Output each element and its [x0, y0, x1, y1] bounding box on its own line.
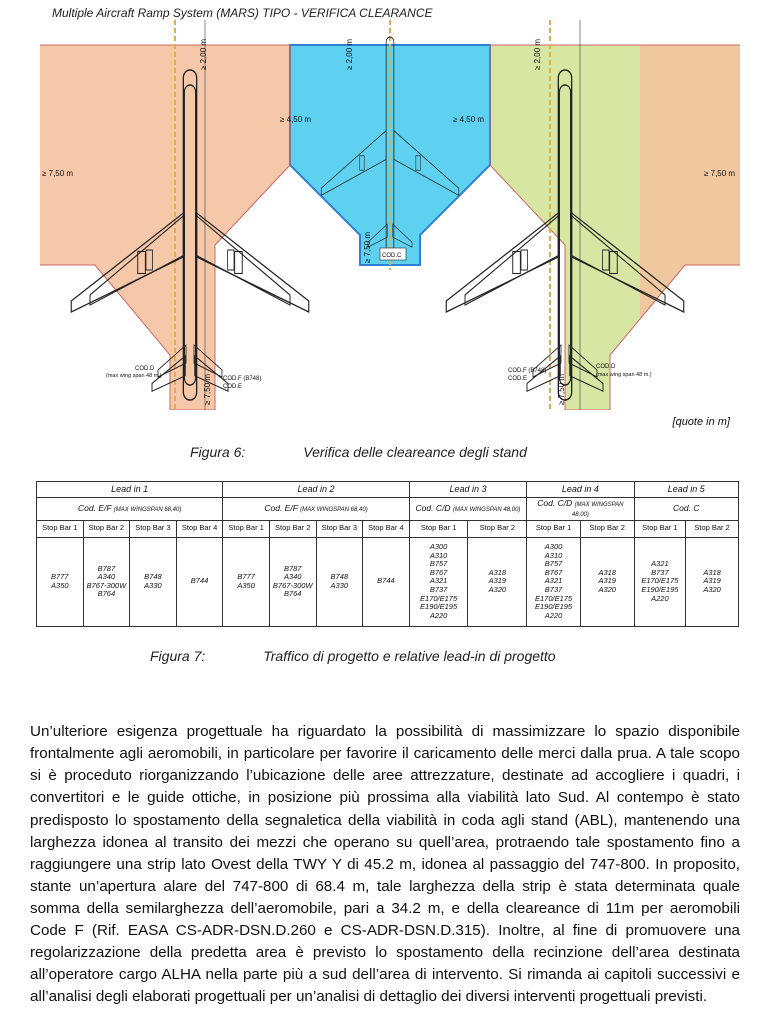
- dim-side-right: ≥ 7,50 m: [704, 169, 736, 178]
- dim-bottom-left: ≥ 7,50 m: [203, 373, 212, 405]
- aircraft-cell: A318 A319 A320: [580, 537, 634, 626]
- dim-top-center: ≥ 2,00 m: [345, 38, 354, 70]
- aircraft-cell: B748 A330: [130, 537, 177, 626]
- figure6-number: Figura 6:: [190, 444, 246, 460]
- figure7-text: Traffico di progetto e relative lead-in di progetto: [263, 648, 556, 664]
- lead-in-header: Lead in 5: [634, 482, 738, 498]
- lead-in-table: [36, 481, 739, 627]
- code-header: Cod. E/F (MAX WINGSPAN 68,40): [37, 498, 223, 521]
- stop-bar-header: Stop Bar 2: [468, 520, 527, 537]
- label-cod-d-left: COD.D: [135, 366, 155, 372]
- stop-bar-header: Stop Bar 4: [363, 520, 410, 537]
- lead-in-header: Lead in 1: [37, 482, 223, 498]
- dim-mid-right: ≥ 4,50 m: [453, 115, 485, 124]
- lead-in-header: Lead in 3: [409, 482, 526, 498]
- dim-mid-left: ≥ 4,50 m: [280, 115, 312, 124]
- stop-bar-header: Stop Bar 1: [223, 520, 270, 537]
- aircraft-cell: A318 A319 A320: [686, 537, 739, 626]
- quote-note: [quote in m]: [672, 416, 730, 428]
- lead-in-header: Lead in 4: [527, 482, 634, 498]
- code-header: Cod. C/D (MAX WINGSPAN 48,00): [527, 498, 634, 521]
- stop-bar-header: Stop Bar 1: [37, 520, 84, 537]
- stop-bar-header: Stop Bar 2: [269, 520, 316, 537]
- stop-bar-header: Stop Bar 4: [176, 520, 223, 537]
- stop-bar-header: Stop Bar 2: [580, 520, 634, 537]
- aircraft-cell: B787 A340 B767-300W B764: [83, 537, 130, 626]
- label-cod-e-right: COD.E: [508, 376, 528, 382]
- figure6-caption: [190, 444, 527, 460]
- body-paragraph: Un’ulteriore esigenza progettuale ha riguardato la possibilità di massimizzare lo spazio disponibile frontalmente agli aeromobili, in particolare per favorire il caricamento delle merci dalla prua. A tale scopo si è proceduto riorganizzando l’ubicazione delle aree attrezzature, destinate ad accogliere i quadri, i convertitori e le guide ottiche, in posizione più prossima alla viabilità lato Sud. Al contempo è stato predisposto lo spostamento della segnaletica della viabilità in coda agli stand (ABL), mantenendo una larghezza idonea al transito dei mezzi che operano su quell’area, protraendo tale spostamento fino a raggiungere una strip lato Ovest della TWY Y di 45.2 m, idonea al passaggio del 747-800. In proposito, stante un’apertura alare del 747-800 di 68.4 m, tale larghezza della strip è stata determinata quale somma della semilarghezza dell’aeromobile, pari a 34.2 m, e della cleareance di 11m per aeromobili Code F (Rif. EASA CS-ADR-DSN.D.260 e CS-ADR-DSN.D.315). Inoltre, al fine di promuovere una regolarizzazione della predetta area è previsto lo spostamento della recinzione dell’area destinata all’operatore cargo ALHA nella parte più a sud dell’area di intervento. Si rimanda ai capitoli successivi e all’analisi degli elaborati progettuali per un’analisi di dettaglio dei diversi interventi progettuali previsti.: [30, 723, 740, 1006]
- stop-bar-header: Stop Bar 1: [527, 520, 581, 537]
- aircraft-cell: B787 A340 B767-300W B764: [269, 537, 316, 626]
- aircraft-cell: A300 A310 B757 B767 A321 B737 E170/E175 E190/E195 A220: [409, 537, 468, 626]
- aircraft-cell: B744: [176, 537, 223, 626]
- dim-bottom-right: ≥ 7,50 m: [557, 373, 566, 405]
- dim-side-left: ≥ 7,50 m: [42, 169, 74, 178]
- stop-bar-header: Stop Bar 1: [409, 520, 468, 537]
- aircraft-cell: B777 A350: [37, 537, 84, 626]
- stop-bar-header: Stop Bar 2: [83, 520, 130, 537]
- code-header: Cod. C/D (MAX WINGSPAN 48,00): [409, 498, 526, 521]
- aircraft-cell: B744: [363, 537, 410, 626]
- label-cod-d-right: COD.D: [596, 364, 616, 370]
- stop-bar-header: Stop Bar 3: [316, 520, 363, 537]
- aircraft-cell: B748 A330: [316, 537, 363, 626]
- mars-clearance-diagram: [40, 20, 740, 410]
- stop-bar-header: Stop Bar 2: [686, 520, 739, 537]
- label-cod-d-left-sub: (max wing span 48 m.): [106, 373, 162, 379]
- lead-in-header: Lead in 2: [223, 482, 409, 498]
- aircraft-cell: A321 B737 E170/E175 E190/E195 A220: [634, 537, 686, 626]
- figure7-caption: [150, 648, 556, 664]
- label-cod-e-left: COD.E: [223, 384, 243, 390]
- label-cod-f-right: COD.F (B748): [508, 368, 547, 374]
- label-cod-d-right-sub: (max wing span 48 m.): [596, 372, 652, 378]
- dim-top-right: ≥ 2,00 m: [533, 38, 542, 70]
- figure6-text: Verifica delle cleareance degli stand: [303, 444, 527, 460]
- label-cod-f-left: COD.F (B748): [223, 376, 262, 382]
- code-header: Cod. E/F (MAX WINGSPAN 68,40): [223, 498, 409, 521]
- aircraft-cell: A318 A319 A320: [468, 537, 527, 626]
- figure-header: Multiple Aircraft Ramp System (MARS) TIPO - VERIFICA CLEARANCE: [52, 6, 433, 20]
- figure7-number: Figura 7:: [150, 648, 206, 664]
- label-cod-c: COD.C: [382, 253, 402, 259]
- dim-top-left: ≥ 2,00 m: [199, 38, 208, 70]
- stop-bar-header: Stop Bar 1: [634, 520, 686, 537]
- aircraft-cell: A300 A310 B757 B767 A321 B737 E170/E175 E190/E195 A220: [527, 537, 581, 626]
- aircraft-cell: B777 A350: [223, 537, 270, 626]
- stop-bar-header: Stop Bar 3: [130, 520, 177, 537]
- code-header: Cod. C: [634, 498, 738, 521]
- dim-center-bottom: ≥ 7,50 m: [363, 231, 372, 263]
